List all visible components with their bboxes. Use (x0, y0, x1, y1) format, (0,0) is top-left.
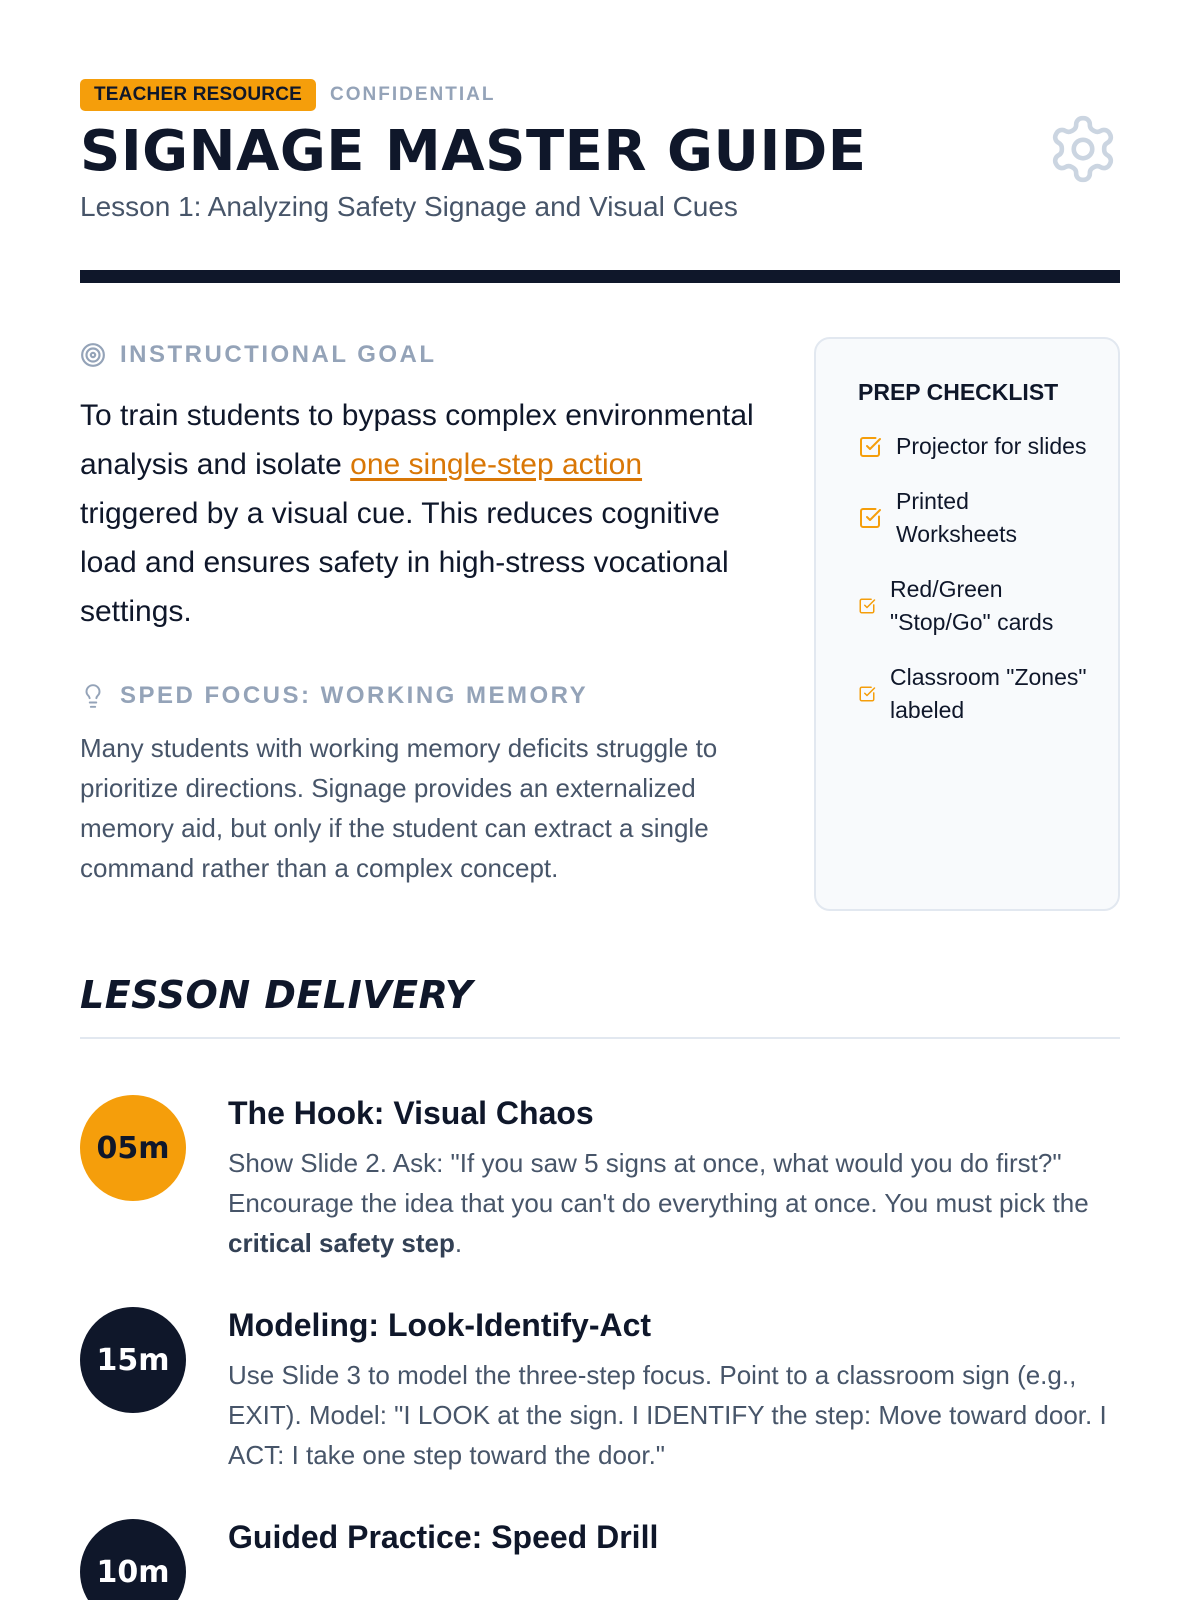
page-subtitle: Lesson 1: Analyzing Safety Signage and Visual Cues (80, 191, 738, 222)
checklist-item[interactable] (858, 430, 1090, 463)
focus-text: Many students with working memory deficits struggle to prioritize directions. Signage provides an externalized memory aid, but only if the student can extract a single command rather than a complex concept. (80, 733, 718, 883)
lightbulb-icon (80, 683, 106, 709)
delivery-divider (80, 1037, 1120, 1039)
step-text-emphasis: critical safety step (228, 1228, 455, 1258)
prep-checklist (814, 337, 1120, 911)
step-text-end: . (454, 1228, 463, 1258)
step-title: Guided Practice: Speed Drill (228, 1519, 659, 1555)
step-description (228, 1143, 1120, 1263)
goal-text (80, 391, 760, 636)
lesson-step (80, 1305, 1120, 1475)
step-text-start: Show Slide 2. Ask: "If you saw 5 signs at once, what would you do first?" Encourage the idea that you can't do everything at once. You must pick the (228, 1148, 1089, 1218)
checklist-item-label: Projector for slides (896, 433, 1087, 459)
checklist-item[interactable] (858, 661, 1090, 727)
header-badges (80, 78, 1120, 112)
focus-label (80, 682, 760, 710)
checklist-item[interactable] (858, 573, 1090, 639)
lesson-step (80, 1093, 1120, 1263)
lesson-step (80, 1517, 1120, 1600)
goal-label-text: INSTRUCTIONAL GOAL (120, 341, 437, 368)
goal-text-end: triggered by a visual cue. This reduces cognitive load and ensures safety in high-stress vocational settings. (80, 497, 729, 628)
checkbox-icon (858, 435, 882, 459)
confidential-label: CONFIDENTIAL (330, 84, 496, 105)
step-description: Use Slide 3 to model the three-step focus. Point to a classroom sign (e.g., EXIT). Model: "I LOOK at the sign. I IDENTIFY the step: Move toward door. I ACT: I take one step toward the door." (228, 1360, 1107, 1470)
step-duration-badge: 05m (80, 1095, 186, 1201)
target-icon (80, 342, 106, 368)
single-step-action-link[interactable]: one single-step action (350, 448, 643, 481)
goal-label (80, 341, 760, 369)
step-duration-badge: 15m (80, 1307, 186, 1413)
step-title: The Hook: Visual Chaos (228, 1095, 594, 1131)
checklist-item-label: Printed Worksheets (896, 488, 1018, 547)
overview-section (80, 283, 1120, 923)
checkbox-icon (858, 597, 876, 615)
teacher-guide-page (80, 78, 1120, 1600)
checklist-item[interactable] (858, 485, 1090, 551)
step-title: Modeling: Look-Identify-Act (228, 1307, 652, 1343)
title-row (80, 120, 1120, 224)
checklist-item-label: Red/Green "Stop/Go" cards (890, 576, 1054, 635)
checkbox-icon (858, 685, 876, 703)
teacher-resource-badge: TEACHER RESOURCE (80, 79, 316, 111)
checkbox-icon (858, 506, 882, 530)
goal-text-start: To train students to bypass complex environmental analysis and isolate (80, 399, 754, 481)
focus-label-text: SPED FOCUS: WORKING MEMORY (120, 682, 589, 709)
header-divider (80, 270, 1120, 283)
goal-column (80, 341, 760, 888)
lesson-delivery-heading: LESSON DELIVERY (80, 973, 473, 1017)
lesson-steps (80, 1093, 1120, 1600)
page-title: SIGNAGE MASTER GUIDE (80, 119, 867, 184)
step-duration-badge: 10m (80, 1519, 186, 1600)
checklist-item-label: Classroom "Zones" labeled (890, 664, 1087, 723)
gear-icon (1046, 112, 1120, 186)
checklist-title: PREP CHECKLIST (858, 379, 1059, 405)
